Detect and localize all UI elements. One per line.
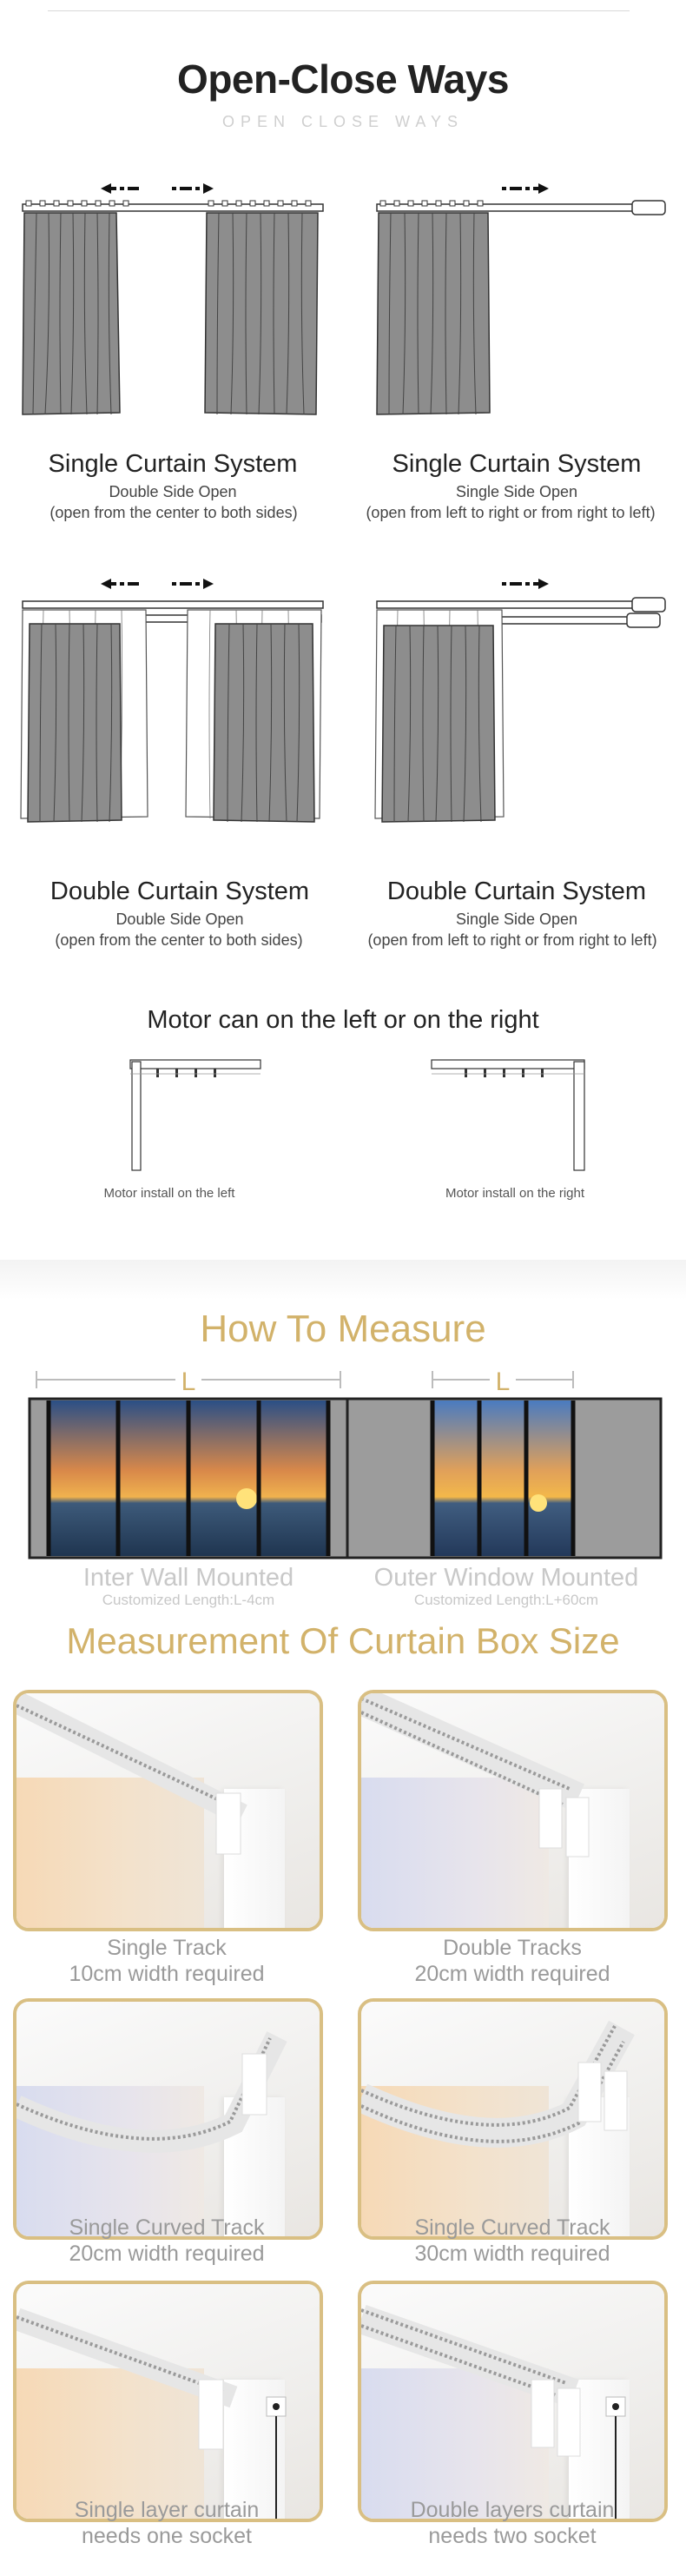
motor-left-diagram [122,1051,269,1173]
photo-caption-line2: 20cm width required [69,2242,265,2266]
photo-caption-line1: Single Curved Track [69,2215,265,2240]
photo-double-tracks [358,1690,668,1931]
panel-line1: Single Side Open [455,483,578,500]
panel-title: Single Curtain System [392,450,642,478]
photo-single-track [13,1690,323,1931]
motor-icon [132,1062,141,1170]
motor-right-diagram [430,1051,595,1173]
photo-caption-line2: needs one socket [82,2524,252,2548]
double-single-open-illustration [372,565,676,834]
panel-title: Double Curtain System [386,877,647,905]
photo-single-curved-track-wide [358,1998,668,2240]
photo-caption-line1: Single Track [107,1936,227,1960]
curtain-left [23,213,120,414]
photo-caption-line2: 20cm width required [414,1962,610,1986]
panel-line2: (open from the center to both sides) [49,504,298,521]
section-separator [0,1260,686,1300]
photo-caption-line1: Double layers curtain [410,2498,615,2522]
photo-caption-line1: Single layer curtain [74,2498,260,2522]
curtain-right [205,213,318,414]
panel-title: Single Curtain System [48,450,298,478]
page-subtitle: OPEN CLOSE WAYS [221,113,465,130]
photo-single-curved-track [13,1998,323,2240]
photo-caption-line1: Double Tracks [443,1936,582,1960]
photo-single-layer-socket [13,2281,323,2522]
panel-line2: (open from left to right or from right to left) [366,504,656,521]
panel-title: Double Curtain System [49,877,310,905]
arrow-right-icon [502,183,549,194]
arrow-right-icon [172,579,214,589]
arrow-left-icon [101,183,139,194]
motor-icon [632,201,665,215]
panel-line2: (open from the center to both sides) [55,931,303,949]
mount-subtitle: Customized Length:L+60cm [413,1592,599,1608]
box-size-title: Measurement Of Curtain Box Size [66,1620,620,1661]
motor-right-caption: Motor install on the right [445,1186,585,1201]
top-divider [48,10,630,11]
page-title: Open-Close Ways [177,56,509,102]
mount-title: Outer Window Mounted [373,1564,639,1592]
photo-caption-line1: Single Curved Track [414,2215,610,2240]
photo-caption-line2: 10cm width required [69,1962,265,1986]
measure-title: How To Measure [200,1308,486,1350]
single-single-open-illustration [372,169,676,430]
motor-title: Motor can on the left or on the right [147,1006,539,1034]
mount-subtitle: Customized Length:L-4cm [102,1592,275,1608]
single-double-open-illustration [17,169,330,430]
length-label: L [181,1367,196,1396]
panel-line1: Single Side Open [455,911,578,928]
motor-icon [574,1062,584,1170]
photo-caption-line2: 30cm width required [414,2242,610,2266]
curtain-track [377,204,646,211]
motor-left-caption: Motor install on the left [103,1186,235,1201]
double-double-open-illustration [17,565,330,834]
panel-line2: (open from left to right or from right to left) [367,931,657,949]
curtain-left [28,624,122,822]
arrow-left-icon [101,579,139,589]
mount-title: Inter Wall Mounted [82,1564,294,1592]
motor-icon [632,598,665,612]
curtain-left [382,626,495,822]
panel-line1: Double Side Open [115,911,244,928]
motor-icon [627,613,660,627]
curtain-track-back [377,601,646,608]
panel-line1: Double Side Open [109,483,237,500]
photo-double-layer-socket [358,2281,668,2522]
curtain-track-back [23,601,323,608]
arrow-right-icon [172,183,214,194]
length-label: L [495,1367,511,1396]
photo-caption-line2: needs two socket [428,2524,597,2548]
curtain-right [214,624,314,822]
inter-wall-diagram [28,1364,349,1560]
curtain-left [377,213,490,414]
arrow-right-icon [502,579,549,589]
outer-window-diagram [346,1364,663,1560]
